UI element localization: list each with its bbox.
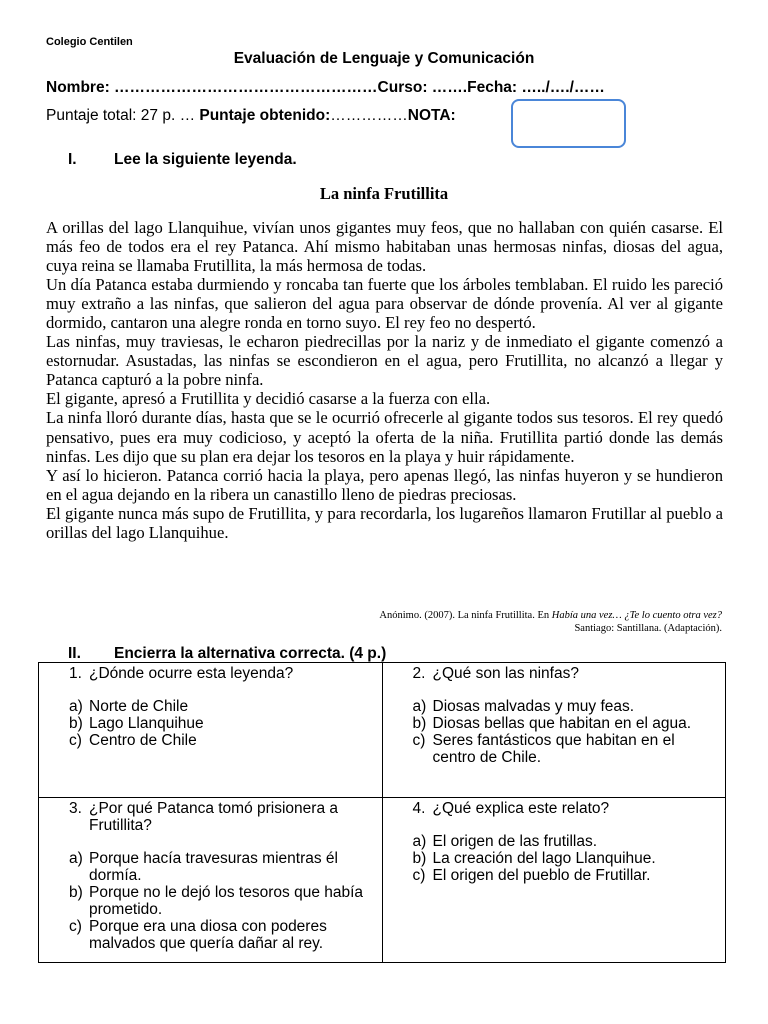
story-paragraph: Y así lo hicieron. Patanca corrió hacia la playa, pero apenas llegó, las ninfas huyeron y se hundieron en el agua dejando en la ribera un canastillo lleno de piedras preciosas.	[46, 465, 723, 504]
section-2-heading	[68, 645, 386, 663]
fecha-label: Fecha:	[467, 79, 522, 96]
question-cell	[39, 798, 383, 963]
story-paragraph: El gigante, apresó a Frutillita y decidió casarse a la fuerza con ella.	[46, 389, 491, 409]
questions-table	[38, 662, 726, 963]
option-text: El origen del pueblo de Frutillar.	[432, 867, 651, 884]
puntaje-obtenido-field[interactable]: ……………	[330, 107, 408, 124]
option-text: Porque no le dejó los tesoros que había prometido.	[89, 884, 364, 918]
source-citation-line-2: Santiago: Santillana. (Adaptación).	[574, 623, 722, 634]
source-citation-line-1	[162, 609, 722, 622]
question-number: 1.	[69, 665, 82, 682]
question-cell	[382, 663, 726, 798]
story-paragraph: Las ninfas, muy traviesas, le echaron piedrecillas por la nariz y de inmediato el gigante comenzó a estornudar. Asustadas, las ninfas se escondieron en el agua, pero Frutillita, no alcanzó a llegar y Patanca capturó a la pobre ninfa.	[46, 332, 723, 390]
option-b[interactable]	[413, 715, 726, 732]
nombre-field[interactable]: ……………………………………………	[114, 79, 378, 96]
page-title: Evaluación de Lenguaje y Comunicación	[233, 50, 535, 67]
option-letter: c)	[69, 918, 82, 935]
option-text: La creación del lago Llanquihue.	[432, 850, 656, 867]
puntaje-total: Puntaje total: 27 p. …	[46, 107, 200, 124]
question-4	[413, 800, 726, 817]
option-a[interactable]	[413, 698, 726, 715]
source-book-title: Había una vez… ¿Te lo cuento otra vez?	[551, 610, 722, 621]
option-text: Norte de Chile	[89, 698, 189, 715]
option-text: Lago Llanquihue	[89, 715, 204, 732]
question-text: ¿Qué explica este relato?	[432, 800, 610, 817]
option-b[interactable]	[69, 715, 382, 732]
option-letter: b)	[412, 715, 427, 732]
options-list	[413, 698, 726, 766]
section-1-heading	[68, 151, 297, 169]
option-b[interactable]	[413, 850, 726, 867]
option-letter: c)	[69, 732, 82, 749]
curso-field[interactable]: …….	[431, 79, 468, 96]
question-text: ¿Por qué Patanca tomó prisionera a Frutillita?	[89, 800, 338, 834]
source-prefix: Anónimo. (2007). La ninfa Frutillita. En	[379, 610, 552, 621]
option-letter: a)	[412, 833, 427, 850]
section-1-text: Lee la siguiente leyenda.	[114, 151, 297, 168]
story-text	[46, 218, 723, 542]
question-1	[69, 665, 382, 682]
option-a[interactable]	[69, 850, 382, 884]
section-2-number: II.	[68, 645, 81, 662]
question-number: 2.	[412, 665, 426, 682]
option-text: Seres fantásticos que habitan en el centro de Chile.	[432, 732, 675, 766]
option-letter: a)	[69, 698, 83, 715]
story-paragraph: El gigante nunca más supo de Frutillita, y para recordarla, los lugareños llamaron Frutillar al pueblo a orillas del lago Llanquihue.	[46, 503, 723, 542]
option-text: Diosas bellas que habitan en el agua.	[432, 715, 692, 732]
options-list	[413, 833, 726, 884]
question-number: 3.	[69, 800, 82, 817]
question-text: ¿Qué son las ninfas?	[432, 665, 579, 682]
option-letter: b)	[69, 715, 83, 732]
curso-label: Curso:	[377, 79, 432, 96]
student-info-row	[46, 79, 605, 97]
story-paragraph: La ninfa lloró durante días, hasta que se le ocurrió ofrecerle al gigante todos sus tesoros. El rey quedó pensativo, pues era muy codicioso, y aceptó la oferta de la niña. Frutillita partió donde las demás ninfas. Les dijo que su plan era dejar los tesoros en la playa y huir rápidamente.	[46, 408, 723, 466]
story-paragraph: A orillas del lago Llanquihue, vivían unos gigantes muy feos, que no hallaban con quién casarse. El más feo de todos era el rey Patanca. Ahí mismo habitaban unas hermosas ninfas, diosas del agua, cuya reina se llamaba Frutillita, la más hermosa de todas.	[46, 218, 723, 276]
option-b[interactable]	[69, 884, 382, 918]
option-c[interactable]	[69, 732, 382, 749]
option-letter: a)	[69, 850, 83, 867]
story-paragraph: Un día Patanca estaba durmiendo y roncaba tan fuerte que los árboles temblaban. El ruido les pareció muy extraño a las ninfas, que salieron del agua para observar de dónde provenía. Al ver al gigante dormido, cantaron una alegre ronda en torno suyo. El rey feo no despertó.	[46, 275, 723, 333]
option-text: El origen de las frutillas.	[432, 833, 598, 850]
section-1-number: I.	[68, 151, 77, 168]
option-letter: c)	[412, 732, 426, 749]
puntaje-obtenido-label: Puntaje obtenido:	[199, 107, 331, 124]
nombre-label: Nombre:	[46, 79, 115, 96]
question-2	[413, 665, 726, 682]
question-cell	[382, 798, 726, 963]
fecha-field[interactable]: …../…./……	[521, 79, 605, 96]
option-c[interactable]	[413, 867, 726, 884]
section-2-text: Encierra la alternativa correcta. (4 p.)	[114, 645, 387, 662]
option-text: Porque era una diosa con poderes malvados que quería dañar al rey.	[89, 918, 327, 952]
option-letter: c)	[412, 867, 426, 884]
option-c[interactable]	[69, 918, 382, 952]
option-text: Porque hacía travesuras mientras él dormía.	[89, 850, 338, 884]
question-3	[69, 800, 382, 834]
option-letter: a)	[412, 698, 427, 715]
option-c[interactable]	[413, 732, 726, 766]
option-a[interactable]	[413, 833, 726, 850]
option-letter: b)	[412, 850, 427, 867]
school-name: Colegio Centilen	[46, 36, 133, 48]
option-letter: b)	[69, 884, 83, 901]
options-list	[69, 850, 382, 952]
options-list	[69, 698, 382, 749]
question-text: ¿Dónde ocurre esta leyenda?	[89, 665, 294, 682]
question-cell	[39, 663, 383, 798]
question-number: 4.	[412, 800, 426, 817]
nota-box[interactable]	[511, 99, 626, 148]
option-text: Diosas malvadas y muy feas.	[432, 698, 635, 715]
story-title: La ninfa Frutillita	[319, 184, 449, 203]
nota-label: NOTA:	[407, 107, 456, 124]
option-text: Centro de Chile	[89, 732, 197, 749]
option-a[interactable]	[69, 698, 382, 715]
score-info-row	[46, 107, 456, 125]
